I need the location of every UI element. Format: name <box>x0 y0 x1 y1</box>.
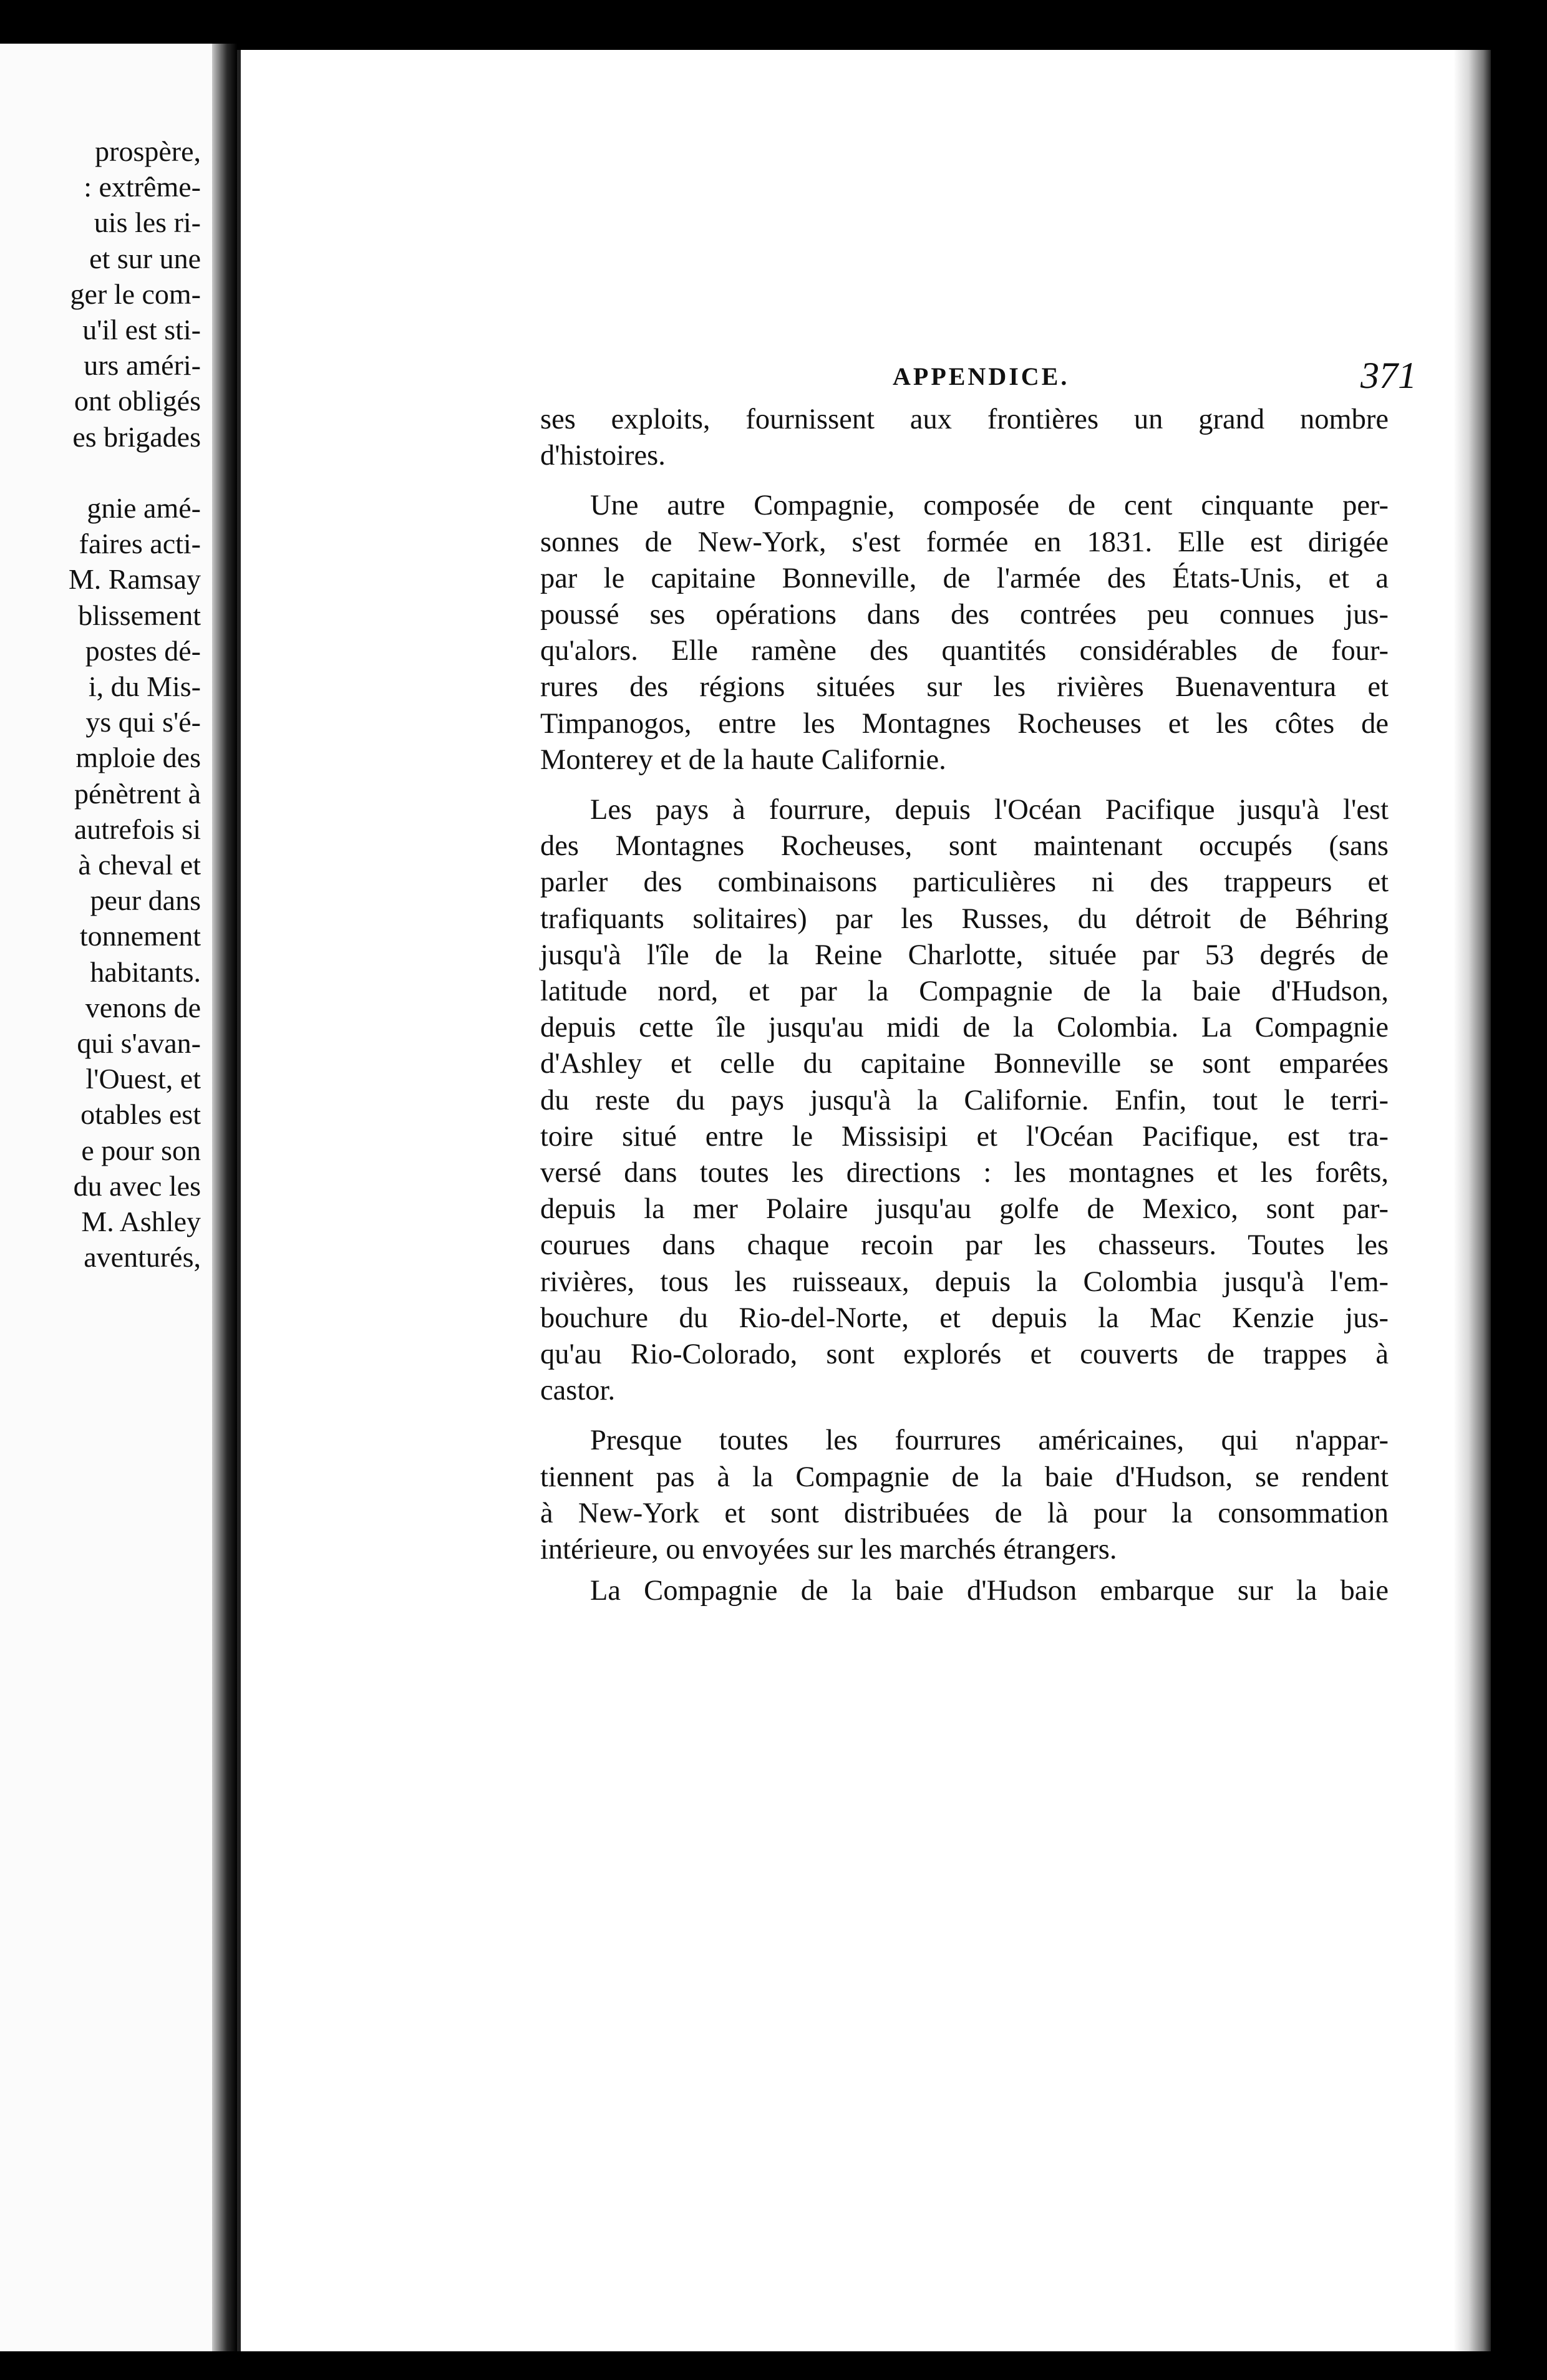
text-line: intérieure, ou envoyées sur les marchés étrangers. <box>540 1534 1117 1565</box>
text-line: qu'alors. Elle ramène des quantités considérables de four- <box>540 635 1389 667</box>
facing-page-line: M. Ramsay <box>68 563 201 596</box>
facing-page-line: habitants. <box>90 955 201 988</box>
page-header <box>241 355 1485 399</box>
book-page <box>237 50 1485 2351</box>
facing-page-line: ys qui s'é- <box>85 706 201 738</box>
text-line: ses exploits, fournissent aux frontières un grand nombre <box>540 404 1389 435</box>
text-line: Monterey et de la haute Californie. <box>540 743 946 776</box>
text-line: des Montagnes Rocheuses, sont maintenant occupés (sans <box>540 830 1389 863</box>
text-line: Timpanogos, entre les Montagnes Rocheuses et les côtes de <box>540 707 1389 740</box>
facing-page-line: ont obligés <box>74 385 201 417</box>
facing-page-line: qui s'avan- <box>77 1027 201 1059</box>
facing-page-line: faires acti- <box>79 528 201 560</box>
facing-page-line: pénètrent à <box>74 777 201 810</box>
facing-page-line: otables est <box>80 1098 201 1131</box>
text-line: La Compagnie de la baie d'Hudson embarque sur la baie <box>590 1575 1389 1607</box>
text-line: à New-York et sont distribuées de là pour la consommation <box>540 1497 1389 1529</box>
text-line: castor. <box>540 1375 616 1407</box>
text-line: Presque toutes les fourrures américaines, qui n'appar- <box>590 1425 1389 1457</box>
text-line: rures des régions situées sur les rivières Buenaventura et <box>540 671 1389 704</box>
facing-page-line: autrefois si <box>74 813 201 845</box>
text-line: trafiquants solitaires) par les Russes, du détroit de Béhring <box>540 902 1389 935</box>
text-line: d'Ashley et celle du capitaine Bonneville se sont emparées <box>540 1048 1389 1080</box>
facing-page-line: M. Ashley <box>81 1206 201 1237</box>
book-gutter <box>212 44 237 2351</box>
running-head: APPENDICE. <box>893 362 1070 390</box>
facing-page-line: blissement <box>78 599 201 631</box>
facing-page-line: venons de <box>85 991 201 1023</box>
text-line: tiennent pas à la Compagnie de la baie d'Hudson, se rendent <box>540 1461 1389 1493</box>
page-edge <box>1453 50 1491 2351</box>
facing-page-line: peur dans <box>90 884 201 917</box>
text-line: qu'au Rio-Colorado, sont explorés et couverts de trappes à <box>540 1338 1389 1370</box>
facing-page-line: tonnement <box>79 920 201 952</box>
text-line: rivières, tous les ruisseaux, depuis la Colombia jusqu'à l'em- <box>540 1265 1389 1298</box>
facing-page <box>0 44 212 2351</box>
facing-page-line: urs améri- <box>84 349 201 382</box>
facing-page-line: l'Ouest, et <box>85 1063 201 1095</box>
facing-page-line: u'il est sti- <box>82 314 201 346</box>
facing-page-line: ger le com- <box>70 278 201 310</box>
text-line: bouchure du Rio-del-Norte, et depuis la Mac Kenzie jus- <box>540 1302 1389 1334</box>
text-line: du reste du pays jusqu'à la Californie. Enfin, tout le terri- <box>540 1084 1389 1116</box>
facing-page-line: es brigades <box>72 420 201 453</box>
text-line: Les pays à fourrure, depuis l'Océan Pacifique jusqu'à l'est <box>590 794 1389 826</box>
page-number: 371 <box>1360 355 1417 396</box>
text-line: versé dans toutes les directions : les montagnes et les forêts, <box>540 1157 1389 1189</box>
facing-page-line: e pour son <box>81 1134 201 1166</box>
text-line: latitude nord, et par la Compagnie de la baie d'Hudson, <box>540 975 1389 1007</box>
text-line: Une autre Compagnie, composée de cent cinquante per- <box>590 490 1389 522</box>
text-line: sonnes de New-York, s'est formée en 1831. Elle est dirigée <box>540 526 1389 558</box>
facing-page-line: prospère, <box>95 135 201 167</box>
facing-page-line: postes dé- <box>85 634 201 667</box>
facing-page-line: et sur une <box>89 242 201 274</box>
text-line: courues dans chaque recoin par les chasseurs. Toutes les <box>540 1229 1389 1262</box>
text-line: toire situé entre le Missisipi et l'Océan Pacifique, est tra- <box>540 1120 1389 1153</box>
facing-page-line: à cheval et <box>78 849 201 881</box>
text-line: depuis la mer Polaire jusqu'au golfe de Mexico, sont par- <box>540 1193 1389 1226</box>
facing-page-line: : extrême- <box>84 171 201 203</box>
text-line: parler des combinaisons particulières ni des trappeurs et <box>540 866 1389 899</box>
text-line: depuis cette île jusqu'au midi de la Colombia. La Compagnie <box>540 1012 1389 1044</box>
text-line: poussé ses opérations dans des contrées peu connues jus- <box>540 599 1389 631</box>
facing-page-line: aventurés, <box>84 1241 201 1274</box>
facing-page-line: mploie des <box>75 742 201 774</box>
facing-page-line: i, du Mis- <box>88 670 201 702</box>
facing-page-line: gnie amé- <box>87 492 201 524</box>
facing-page-line: uis les ri- <box>94 206 201 239</box>
facing-page-line: du avec les <box>73 1169 201 1202</box>
text-line: d'histoires. <box>540 440 666 472</box>
text-line: par le capitaine Bonneville, de l'armée des États-Unis, et a <box>540 562 1389 594</box>
text-line: jusqu'à l'île de la Reine Charlotte, située par 53 degrés de <box>540 939 1389 971</box>
